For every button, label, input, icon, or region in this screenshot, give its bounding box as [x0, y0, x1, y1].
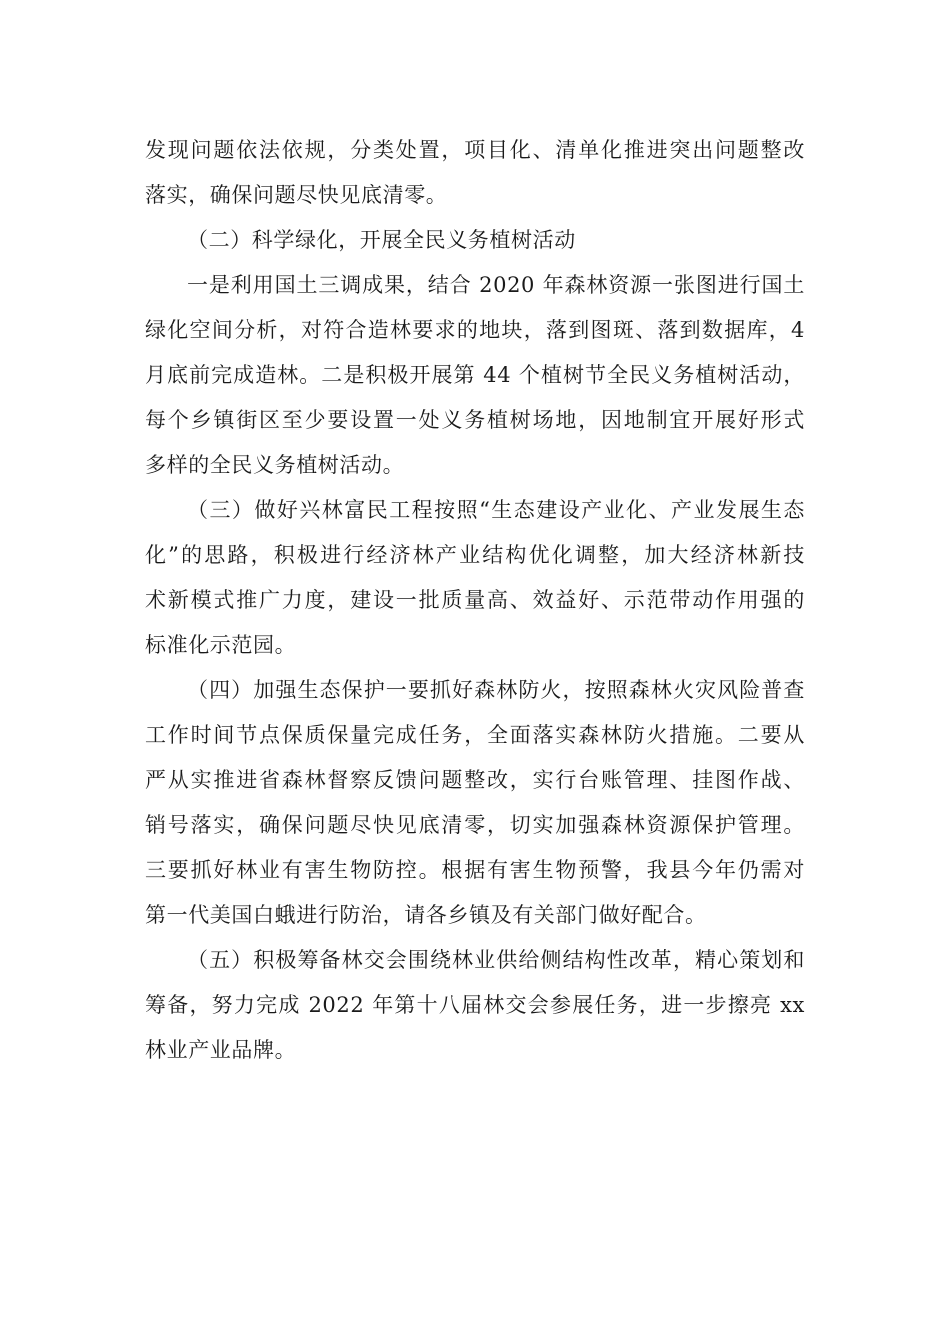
text-line: 林业产业品牌。 — [145, 1038, 297, 1062]
text-line: 工作时间节点保质保量完成任务，全面落实森林防火措施。二要从 — [145, 723, 805, 747]
text-line: 第一代美国白蛾进行防治，请各乡镇及有关部门做好配合。 — [145, 903, 707, 927]
document-body — [145, 128, 805, 1073]
text-line: 严从实推进省森林督察反馈问题整改，实行台账管理、挂图作战、 — [145, 768, 805, 792]
text-line: 月底前完成造林。二是积极开展第 44 个植树节全民义务植树活动， — [145, 363, 805, 387]
text-line: 标准化示范园。 — [145, 633, 297, 657]
text-line: 落实，确保问题尽快见底清零。 — [145, 183, 448, 207]
text-line: 术新模式推广力度，建设一批质量高、效益好、示范带动作用强的 — [145, 588, 805, 612]
text-line: 绿化空间分析，对符合造林要求的地块，落到图斑、落到数据库，4 — [145, 318, 805, 342]
text-line: （五）积极筹备林交会围绕林业供给侧结构性改革，精心策划和 — [187, 948, 805, 972]
text-line: 每个乡镇街区至少要设置一处义务植树场地，因地制宜开展好形式 — [145, 408, 805, 432]
text-line: 一是利用国土三调成果，结合 2020 年森林资源一张图进行国土 — [187, 273, 805, 297]
text-line: 化”的思路，积极进行经济林产业结构优化调整，加大经济林新技 — [145, 543, 805, 567]
text-line: （四）加强生态保护一要抓好森林防火，按照森林火灾风险普查 — [187, 678, 805, 702]
text-line: 多样的全民义务植树活动。 — [145, 453, 405, 477]
section-heading: （二）科学绿化，开展全民义务植树活动 — [187, 228, 576, 252]
text-line: 三要抓好林业有害生物防控。根据有害生物预警，我县今年仍需对 — [145, 858, 805, 882]
text-line: 筹备，努力完成 2022 年第十八届林交会参展任务，进一步擦亮 xx — [145, 993, 805, 1017]
text-line: 发现问题依法依规，分类处置，项目化、清单化推进突出问题整改 — [145, 138, 805, 162]
text-line: 销号落实，确保问题尽快见底清零，切实加强森林资源保护管理。 — [145, 813, 805, 837]
text-line: （三）做好兴林富民工程按照“生态建设产业化、产业发展生态 — [187, 498, 805, 522]
